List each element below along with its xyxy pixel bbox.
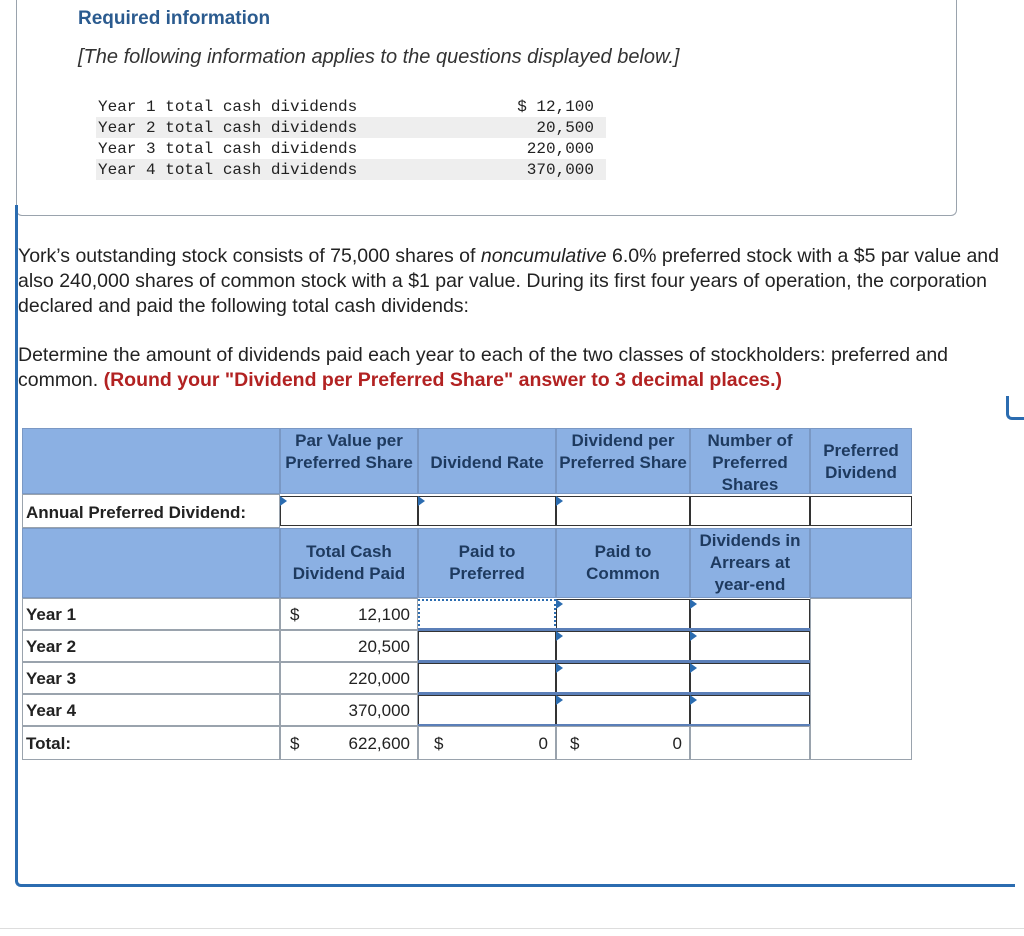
header-blank [22,528,280,598]
input-marker-icon [690,631,697,641]
statement-text: 6.0% preferred stock with a $5 par value and also 240,000 shares of common stock with a $1 par value. During its first four years of operation, the corporation declared and paid the following total cash dividends: [18,245,999,317]
header-par-value: Par Value per Preferred Share [285,431,413,472]
statement-text: York’s outstanding stock consists of 75,000 shares of [18,245,481,267]
frame-bracket [1006,396,1024,420]
input-marker-icon [556,663,563,673]
row-divider [418,660,810,663]
currency-symbol: $ [570,734,580,753]
header-dividend-per-share: Dividend per Preferred Share [559,431,687,472]
input-marker-icon [280,496,287,506]
currency-symbol: $ [290,605,300,624]
year-label: Year 2 [26,637,77,656]
arrears-input[interactable] [690,631,810,661]
blank-cell [810,598,912,760]
currency-symbol: $ [290,734,300,753]
cash-dividend-label: Year 1 total cash dividends [98,97,358,116]
table-row [96,138,606,159]
cash-dividend-amount: 220,000 [526,139,594,158]
dividend-per-share-input[interactable] [556,496,690,526]
table-row [96,96,606,117]
arrears-input[interactable] [690,663,810,693]
input-marker-icon [690,663,697,673]
paid-to-preferred-input[interactable] [418,663,556,693]
paid-to-common-input[interactable] [556,631,690,661]
table-row [96,159,606,180]
total-common-value: 0 [672,734,682,753]
instructions-text: Determine the amount of dividends paid each year to each of the two classes of stockholders: preferred and common. [18,344,949,391]
cash-dividend-amount: 20,500 [500,117,606,138]
cash-dividend-label: Year 2 total cash dividends [96,117,500,138]
total-cash-sum: 622,600 [348,734,410,753]
arrears-input[interactable] [690,695,810,725]
paid-to-preferred-input[interactable] [418,695,556,725]
header-blank [22,428,280,494]
total-label: Total: [26,734,72,753]
header-preferred-dividend: Preferred Dividend [823,441,899,482]
page-divider [0,928,1024,929]
cash-dividend-label: Year 3 total cash dividends [98,139,358,158]
cash-dividend-label: Year 4 total cash dividends [96,159,500,180]
number-of-shares-input[interactable] [690,496,810,526]
cash-dividend-amount: $ 12,100 [517,97,594,116]
year-label: Year 4 [26,701,77,720]
total-cash-value: 20,500 [358,637,410,656]
input-marker-icon [556,695,563,705]
required-info-title: Required information [78,8,271,29]
header-dividend-rate: Dividend Rate [430,453,544,472]
row-divider [418,692,810,695]
preferred-dividend-input[interactable] [810,496,912,526]
instructions [18,343,1008,393]
input-marker-icon [556,599,563,609]
total-cash-value: 12,100 [358,605,410,624]
input-marker-icon [690,599,697,609]
paid-to-preferred-input[interactable] [418,599,556,630]
paid-to-common-input[interactable] [556,663,690,693]
header-blank [810,528,912,598]
paid-to-preferred-input[interactable] [418,631,556,661]
year-label: Year 1 [26,605,77,624]
annual-preferred-dividend-label: Annual Preferred Dividend: [26,503,247,522]
header-number-of-shares: Number of Preferred Shares [707,431,793,494]
header-total-cash-dividend: Total Cash Dividend Paid [292,542,406,583]
cash-dividends-table [96,96,606,180]
required-info-subtitle: [The following information applies to the questions displayed below.] [78,46,680,68]
total-cash-value: 220,000 [348,669,410,688]
total-arrears-cell [690,726,810,760]
dividend-worksheet [22,428,912,760]
dividend-rate-input[interactable] [418,496,556,526]
header-dividends-in-arrears: Dividends in Arrears at year-end [699,531,801,594]
total-cash-value: 370,000 [348,701,410,720]
statement-italic: noncumulative [480,245,607,267]
par-value-input[interactable] [280,496,418,526]
total-preferred-value: 0 [538,734,548,753]
arrears-input[interactable] [690,599,810,629]
input-marker-icon [690,695,697,705]
input-marker-icon [418,496,425,506]
header-paid-to-preferred: Paid to Preferred [449,542,525,583]
table-row [96,117,606,138]
input-marker-icon [556,631,563,641]
input-marker-icon [556,496,563,506]
header-paid-to-common: Paid to Common [586,542,660,583]
cash-dividend-amount: 370,000 [500,159,606,180]
rounding-instruction: (Round your "Dividend per Preferred Share" answer to 3 decimal places.) [103,369,783,391]
paid-to-common-input[interactable] [556,695,690,725]
problem-statement [18,244,1008,319]
currency-symbol: $ [434,734,444,753]
paid-to-common-input[interactable] [556,599,690,629]
row-divider [418,628,810,631]
year-label: Year 3 [26,669,77,688]
